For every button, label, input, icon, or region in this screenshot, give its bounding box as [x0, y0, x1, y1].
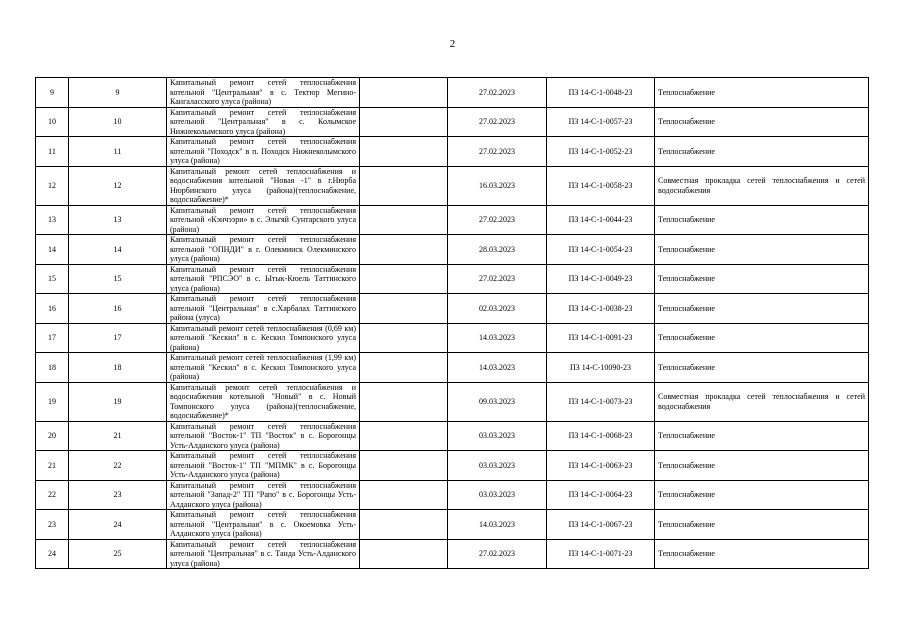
empty-cell: [360, 421, 448, 451]
empty-cell: [360, 382, 448, 421]
conclusion-code: ПЗ 14-С-1-0048-23: [547, 78, 655, 108]
empty-cell: [360, 510, 448, 540]
empty-cell: [360, 480, 448, 510]
item-number: 16: [69, 294, 167, 324]
network-type: Теплоснабжение: [655, 510, 869, 540]
item-number: 14: [69, 235, 167, 265]
table-row: [36, 421, 869, 451]
row-number: 12: [36, 166, 69, 205]
work-description: Капитальный ремонт сетей теплоснабжения котельной "ОПНДИ" в г. Олекминск Олекминского улуса (района): [167, 235, 360, 265]
work-description: Капитальный ремонт сетей теплоснабжения (1,99 км) котельной "Кескил" в с. Кескил Томпонского улуса (района): [167, 353, 360, 383]
item-number: 22: [69, 451, 167, 481]
row-number: 24: [36, 539, 69, 569]
row-number: 13: [36, 205, 69, 235]
conclusion-code: ПЗ 14-С-1-0038-23: [547, 294, 655, 324]
work-description: Капитальный ремонт сетей теплоснабжения и водоснабжения котельной "Новая -1" в г.Нюрба Нюрбинского улуса (района)(теплоснабжение, водоснабжение)*: [167, 166, 360, 205]
network-type: Теплоснабжение: [655, 78, 869, 108]
row-number: 11: [36, 137, 69, 167]
network-type: Теплоснабжение: [655, 451, 869, 481]
network-type: Теплоснабжение: [655, 137, 869, 167]
work-description: Капитальный ремонт сетей теплоснабжения котельной "Центральная" в с. Колымское Нижнеколымского улуса (района): [167, 107, 360, 137]
conclusion-code: ПЗ 14-С-1-0052-23: [547, 137, 655, 167]
work-description: Капитальный ремонт сетей теплоснабжения котельной "Центральная" в с. Окоемовка Усть-Алданского улуса (района): [167, 510, 360, 540]
approval-date: 27.02.2023: [448, 264, 547, 294]
row-number: 17: [36, 323, 69, 353]
row-number: 20: [36, 421, 69, 451]
table-row: [36, 235, 869, 265]
row-number: 16: [36, 294, 69, 324]
conclusion-code: ПЗ 14-С-1-0049-23: [547, 264, 655, 294]
item-number: 11: [69, 137, 167, 167]
network-type: Теплоснабжение: [655, 353, 869, 383]
network-type: Теплоснабжение: [655, 323, 869, 353]
approval-date: 27.02.2023: [448, 137, 547, 167]
table-row: [36, 107, 869, 137]
approval-date: 14.03.2023: [448, 353, 547, 383]
network-type: Теплоснабжение: [655, 480, 869, 510]
empty-cell: [360, 451, 448, 481]
empty-cell: [360, 353, 448, 383]
network-type: Совместная прокладка сетей теплоснабжения и сетей водоснабжения: [655, 382, 869, 421]
network-type: Теплоснабжение: [655, 107, 869, 137]
table-row: [36, 294, 869, 324]
conclusion-code: ПЗ 14-С-1-0058-23: [547, 166, 655, 205]
work-description: Капитальный ремонт сетей теплоснабжения котельной "РПСЭО" в с. Ытык-Кюель Таттинского улуса (района): [167, 264, 360, 294]
approval-date: 09.03.2023: [448, 382, 547, 421]
work-description: Капитальный ремонт сетей теплоснабжения котельной «Кэнчээри» в с. Эльгяй Сунтарского улуса (района): [167, 205, 360, 235]
approval-date: 27.02.2023: [448, 539, 547, 569]
empty-cell: [360, 107, 448, 137]
approval-date: 28.03.2023: [448, 235, 547, 265]
empty-cell: [360, 166, 448, 205]
work-description: Капитальный ремонт сетей теплоснабжения котельной "Восток-1" ТП "Восток" в с. Борогонцы Усть-Алданского улуса (района): [167, 421, 360, 451]
work-description: Капитальный ремонт сетей теплоснабжения котельной "Центральная" в с. Тектюр Мегино-Кангаласского улуса (района): [167, 78, 360, 108]
conclusion-code: ПЗ 14-С-1-0067-23: [547, 510, 655, 540]
approval-date: 03.03.2023: [448, 421, 547, 451]
row-number: 10: [36, 107, 69, 137]
network-type: Теплоснабжение: [655, 539, 869, 569]
approval-date: 03.03.2023: [448, 451, 547, 481]
empty-cell: [360, 137, 448, 167]
empty-cell: [360, 78, 448, 108]
conclusion-code: ПЗ 14-С-1-0091-23: [547, 323, 655, 353]
row-number: 19: [36, 382, 69, 421]
item-number: 12: [69, 166, 167, 205]
item-number: 10: [69, 107, 167, 137]
approval-date: 03.03.2023: [448, 480, 547, 510]
row-number: 18: [36, 353, 69, 383]
conclusion-code: ПЗ 14-С-1-0064-23: [547, 480, 655, 510]
network-type: Теплоснабжение: [655, 294, 869, 324]
row-number: 22: [36, 480, 69, 510]
row-number: 14: [36, 235, 69, 265]
item-number: 13: [69, 205, 167, 235]
table-row: [36, 451, 869, 481]
table-row: [36, 480, 869, 510]
item-number: 24: [69, 510, 167, 540]
table-row: [36, 353, 869, 383]
approval-date: 16.03.2023: [448, 166, 547, 205]
conclusion-code: ПЗ 14-С-1-0044-23: [547, 205, 655, 235]
item-number: 9: [69, 78, 167, 108]
table-row: [36, 205, 869, 235]
conclusion-code: ПЗ 14-С-1-0068-23: [547, 421, 655, 451]
table-row: [36, 166, 869, 205]
conclusion-code: ПЗ 14-С-1-0054-23: [547, 235, 655, 265]
table-row: [36, 78, 869, 108]
approval-date: 27.02.2023: [448, 78, 547, 108]
row-number: 23: [36, 510, 69, 540]
network-type: Теплоснабжение: [655, 205, 869, 235]
item-number: 19: [69, 382, 167, 421]
approval-date: 14.03.2023: [448, 323, 547, 353]
item-number: 25: [69, 539, 167, 569]
work-description: Капитальный ремонт сетей теплоснабжения котельной "Запад-2" ТП "Рапо" в с. Борогонцы Усть-Алданского улуса (района): [167, 480, 360, 510]
conclusion-code: ПЗ 14-С-1-0071-23: [547, 539, 655, 569]
item-number: 17: [69, 323, 167, 353]
conclusion-code: ПЗ 14-С-1-0063-23: [547, 451, 655, 481]
work-description: Капитальный ремонт сетей теплоснабжения и водоснабжения котельной "Новый" в с. Новый Томпонского улуса (района)(теплоснабжение, водоснабжение)*: [167, 382, 360, 421]
approval-date: 02.03.2023: [448, 294, 547, 324]
empty-cell: [360, 264, 448, 294]
network-type: Теплоснабжение: [655, 235, 869, 265]
work-description: Капитальный ремонт сетей теплоснабжения котельной "Восток-1" ТП "МПМК" в с. Борогонцы Усть-Алданского улуса (района): [167, 451, 360, 481]
page-number: 2: [449, 38, 456, 50]
table-row: [36, 510, 869, 540]
works-table: [35, 77, 869, 569]
approval-date: 27.02.2023: [448, 107, 547, 137]
empty-cell: [360, 205, 448, 235]
item-number: 18: [69, 353, 167, 383]
item-number: 23: [69, 480, 167, 510]
conclusion-code: ПЗ 14-С-1-0073-23: [547, 382, 655, 421]
network-type: Теплоснабжение: [655, 264, 869, 294]
work-description: Капитальный ремонт сетей теплоснабжения котельной "Центральная" в с. Тандa Усть-Алданского улуса (района): [167, 539, 360, 569]
approval-date: 27.02.2023: [448, 205, 547, 235]
approval-date: 14.03.2023: [448, 510, 547, 540]
row-number: 21: [36, 451, 69, 481]
empty-cell: [360, 294, 448, 324]
network-type: Теплоснабжение: [655, 421, 869, 451]
table-row: [36, 323, 869, 353]
item-number: 15: [69, 264, 167, 294]
work-description: Капитальный ремонт сетей теплоснабжения (0,69 км) котельной "Кескил" в с. Кескил Томпонского улуса (района): [167, 323, 360, 353]
table-row: [36, 264, 869, 294]
table-row: [36, 137, 869, 167]
conclusion-code: ПЗ 14-С-10090-23: [547, 353, 655, 383]
table-row: [36, 539, 869, 569]
work-description: Капитальный ремонт сетей теплоснабжения котельной "Походск" в п. Походск Нижнеколымского улуса (района): [167, 137, 360, 167]
conclusion-code: ПЗ 14-С-1-0057-23: [547, 107, 655, 137]
table-body: [36, 78, 869, 569]
empty-cell: [360, 323, 448, 353]
work-description: Капитальный ремонт сетей теплоснабжения котельной "Центральная" в с.Харбалах Таттинского района (улуса): [167, 294, 360, 324]
row-number: 15: [36, 264, 69, 294]
empty-cell: [360, 235, 448, 265]
empty-cell: [360, 539, 448, 569]
item-number: 21: [69, 421, 167, 451]
table-row: [36, 382, 869, 421]
network-type: Совместная прокладка сетей теплоснабжения и сетей водоснабжения: [655, 166, 869, 205]
row-number: 9: [36, 78, 69, 108]
